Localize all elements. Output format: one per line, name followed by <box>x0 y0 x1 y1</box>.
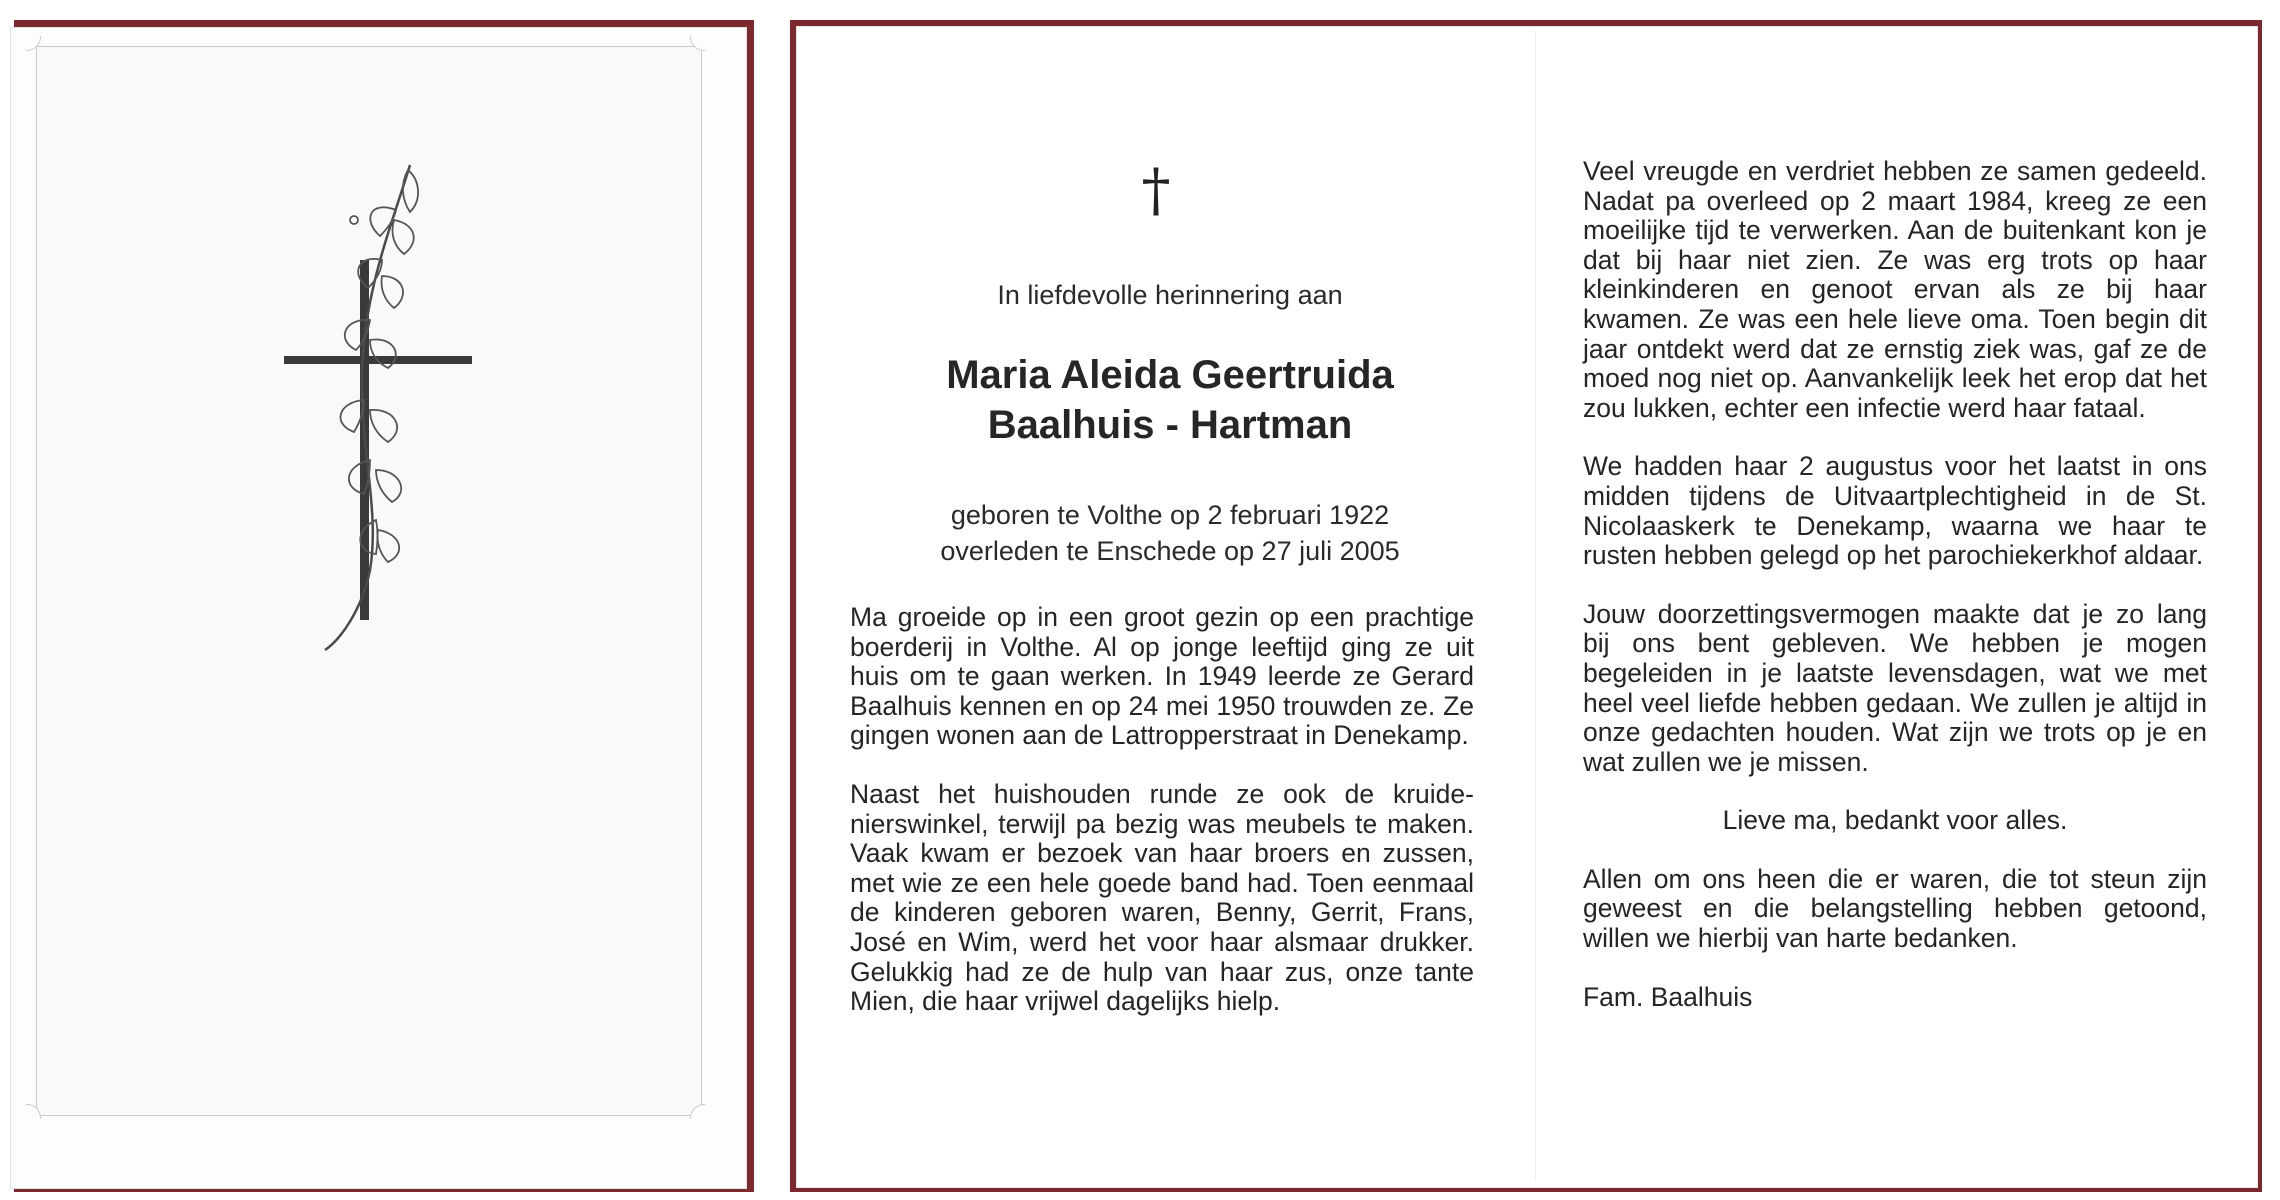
thanks-paragraph: Allen om ons heen die er waren, die tot steun zijn geweest en die belangstelling hebben getoond, willen we hierbij van harte bedanken. <box>1583 863 2207 954</box>
paragraph: We hadden haar 2 augustus voor het laatst in ons midden tijdens de Uitvaartplechtigheid in de St. Nicolaaskerk te Denekamp, waarna we haar te rusten hebben gelegd op het parochiekerkhof aldaar. <box>1583 451 2207 571</box>
memorial-intro: In liefdevolle herinnering aan <box>997 280 1343 310</box>
paragraph: Ma groeide op in een groot gezin op een prachtige boerderij in Volthe. Al op jonge leeftijd ging ze uit huis om te gaan werken. In 1949 leerde ze Gerard Baalhuis kennen en op 24 mei 1950 trouwden ze. Ze gingen wonen aan de Lattropperstraat in Denekamp. <box>850 602 1474 751</box>
card-fold <box>1535 30 1536 1180</box>
closing-line: Lieve ma, bedankt voor alles. <box>1722 805 2068 836</box>
birth-line: geboren te Volthe op 2 februari 1922 <box>950 500 1390 530</box>
right-column-text <box>1583 157 2207 1041</box>
life-dates <box>860 497 1480 569</box>
paragraph: Jouw doorzettingsvermogen maakte dat je zo lang bij ons bent gebleven. We hebben je mogen begeleiden in je laatste levensdagen, wat we met heel veel liefde hebben gedaan. We zullen je altijd in onze gedachten houden. Wat zijn we trots op je en wat zullen we je missen. <box>1583 598 2207 777</box>
cross-with-palm-branch-icon <box>270 150 490 670</box>
deceased-name <box>860 350 1480 450</box>
left-column-text <box>850 603 1474 1046</box>
paragraph: Naast het huishouden runde ze ook de kruidenierswinkel, terwijl pa bezig was meubels te maken. Vaak kwam er bezoek van haar broers en zussen, met wie ze een hele goede band had. Toen eenmaal de kinderen geboren waren, Benny, Gerrit, Frans, José en Wim, werd het voor haar alsmaar drukker. Gelukkig had ze de hulp van haar zus, onze tante Mien, die haar vrijwel dagelijks hielp. <box>850 778 1474 1017</box>
name-line-2: Baalhuis - Hartman <box>987 403 1353 447</box>
cross-icon: † <box>1141 156 1171 224</box>
signature: Fam. Baalhuis <box>1583 981 1753 1012</box>
death-line: overleden te Enschede op 27 juli 2005 <box>940 536 1400 566</box>
name-line-1: Maria Aleida Geertruida <box>946 353 1394 397</box>
paragraph: Veel vreugde en verdriet hebben ze samen gedeeld. Nadat pa overleed op 2 maart 1984, kreeg ze een moeilijke tijd te verwerken. Aan de buitenkant kon je dat bij haar niet zien. Ze was erg trots op haar kleinkinderen en genoot ervan als ze bij haar kwamen. Ze was een hele lieve oma. Toen begin dit jaar ontdekt werd dat ze ernstig ziek was, gaf ze de moed nog niet op. Aanvankelijk leek het erop dat het zou lukken, echter een infectie werd haar fataal. <box>1583 156 2207 423</box>
